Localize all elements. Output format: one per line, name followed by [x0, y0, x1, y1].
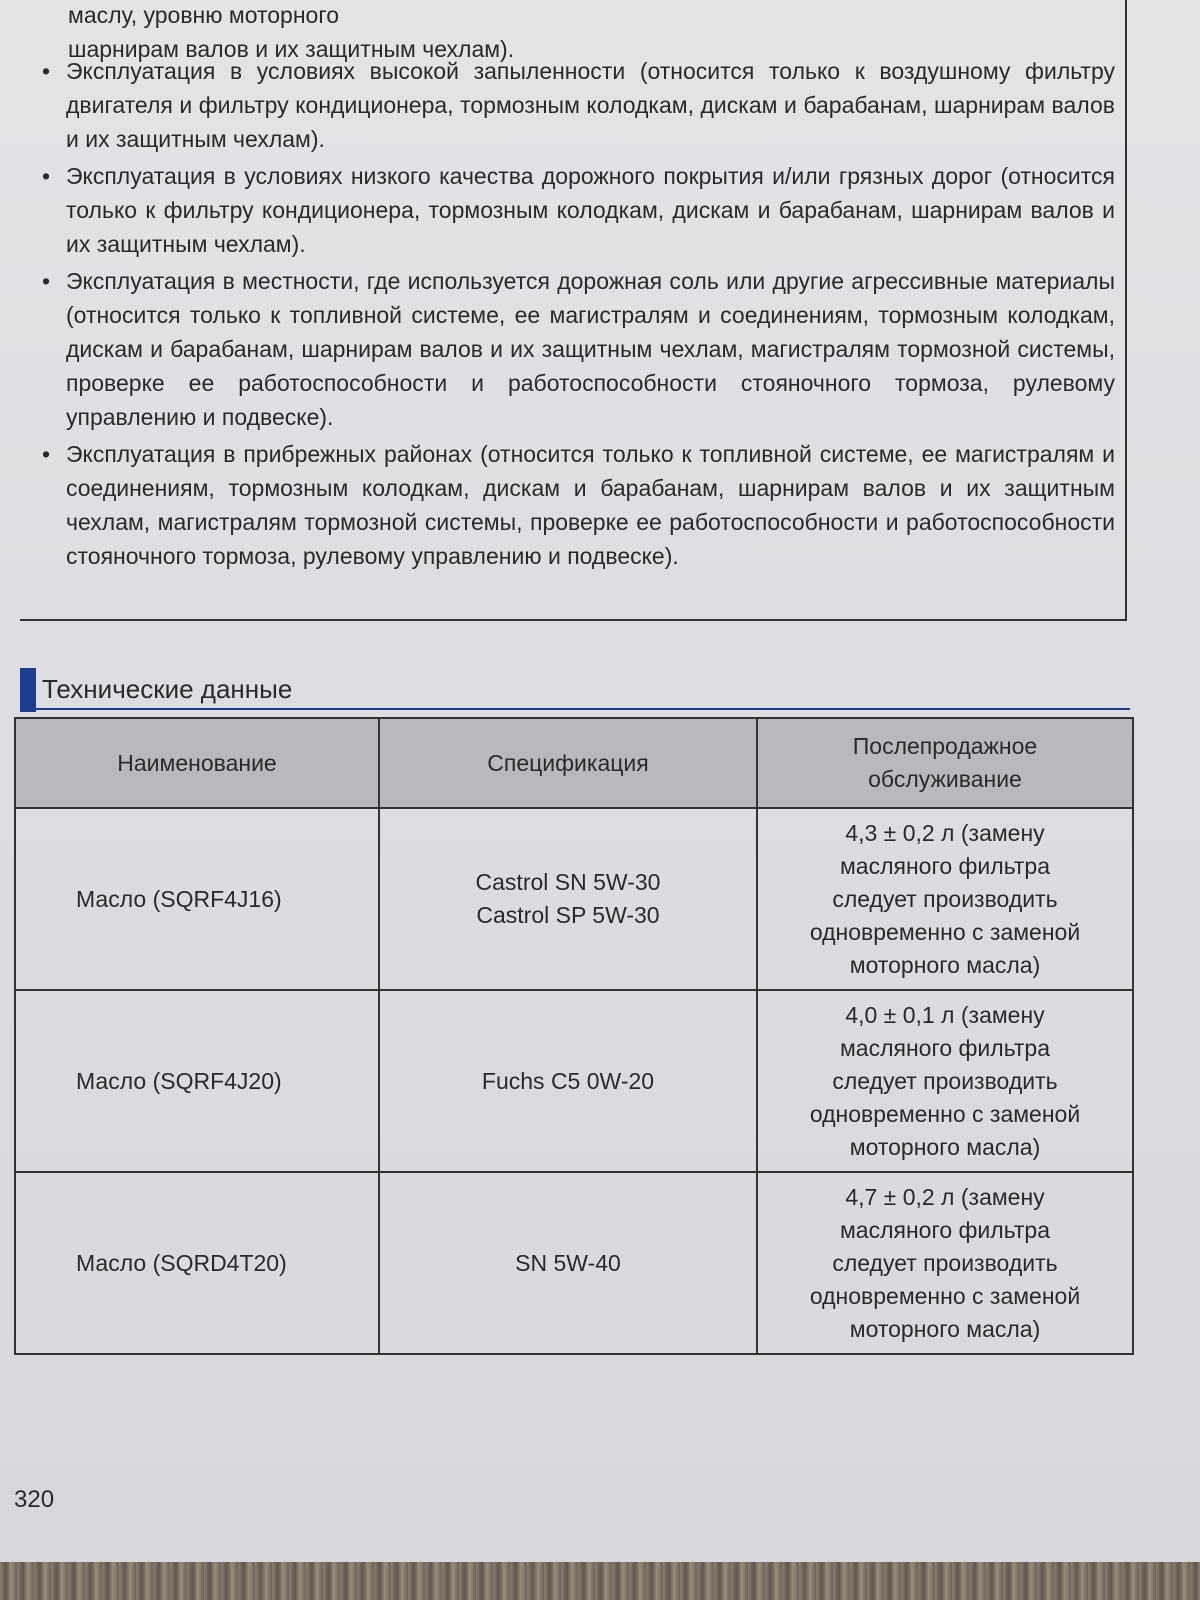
cell-spec: SN 5W-40	[379, 1172, 757, 1354]
list-item	[40, 54, 1115, 156]
table-row	[15, 1172, 1133, 1354]
cell-name: Масло (SQRD4T20)	[15, 1172, 379, 1354]
operating-conditions-list	[40, 54, 1115, 576]
cell-spec: Fuchs C5 0W-20	[379, 990, 757, 1172]
cell-service: 4,3 ± 0,2 л (замену масляного фильтра следует производить одновременно с заменой моторного масла)	[757, 808, 1133, 990]
list-item-text: Эксплуатация в условиях высокой запыленности (относится только к воздушному фильтру двигателя и фильтру кондиционера, тормозным колодкам, дискам и барабанам, шарнирам валов и их защитным чехлам).	[66, 58, 1115, 152]
bullet-dot-icon: •	[42, 163, 51, 189]
header-service: Послепродажное обслуживание	[757, 718, 1133, 808]
list-item-text: Эксплуатация в местности, где используется дорожная соль или другие агрессивные материалы (относится только к топливной системе, ее магистралям и соединениям, тормозным колодкам, дискам и барабанам, шарнирам валов и их защитным чехлам, магистралям тормозной системы, проверке ее работоспособности и работоспособности стояночного тормоза, рулевому управлению и подвеске).	[66, 268, 1115, 430]
cell-name: Масло (SQRF4J16)	[15, 808, 379, 990]
partial-line-1: маслу, уровню моторного	[68, 2, 340, 28]
cell-spec: Castrol SN 5W-30 Castrol SP 5W-30	[379, 808, 757, 990]
list-item-text: Эксплуатация в прибрежных районах (относится только к топливной системе, ее магистралям и соединениям, тормозным колодкам, дискам и барабанам, шарнирам валов и их защитным чехлам, магистралям тормозной системы, проверке ее работоспособности и работоспособности стояночного тормоза, рулевому управлению и подвеске).	[66, 441, 1115, 569]
table-row	[15, 990, 1133, 1172]
cell-service: 4,0 ± 0,1 л (замену масляного фильтра следует производить одновременно с заменой моторного масла)	[757, 990, 1133, 1172]
partial-line-2: шарнирам валов и их защитным чехлам).	[68, 36, 515, 62]
table-header-row	[15, 718, 1133, 808]
list-item	[40, 437, 1115, 573]
list-item	[40, 264, 1115, 434]
section-divider	[20, 708, 1130, 710]
header-specification: Спецификация	[379, 718, 757, 808]
background-surface	[0, 1562, 1200, 1600]
bullet-dot-icon: •	[42, 268, 51, 294]
table-row	[15, 808, 1133, 990]
cell-name: Масло (SQRF4J20)	[15, 990, 379, 1172]
section-marker	[20, 668, 36, 712]
page-number: 320	[14, 1486, 55, 1513]
bullet-dot-icon: •	[42, 58, 51, 84]
list-item-text: Эксплуатация в условиях низкого качества дорожного покрытия и/или грязных дорог (относится только к фильтру кондиционера, тормозным колодкам, дискам и барабанам, шарнирам валов и их защитным чехлам).	[66, 163, 1115, 257]
list-item	[40, 159, 1115, 261]
section-title: Технические данные	[42, 674, 293, 704]
header-name: Наименование	[15, 718, 379, 808]
cell-service: 4,7 ± 0,2 л (замену масляного фильтра следует производить одновременно с заменой моторного масла)	[757, 1172, 1133, 1354]
technical-data-table	[14, 717, 1134, 1355]
bullet-dot-icon: •	[42, 441, 51, 467]
